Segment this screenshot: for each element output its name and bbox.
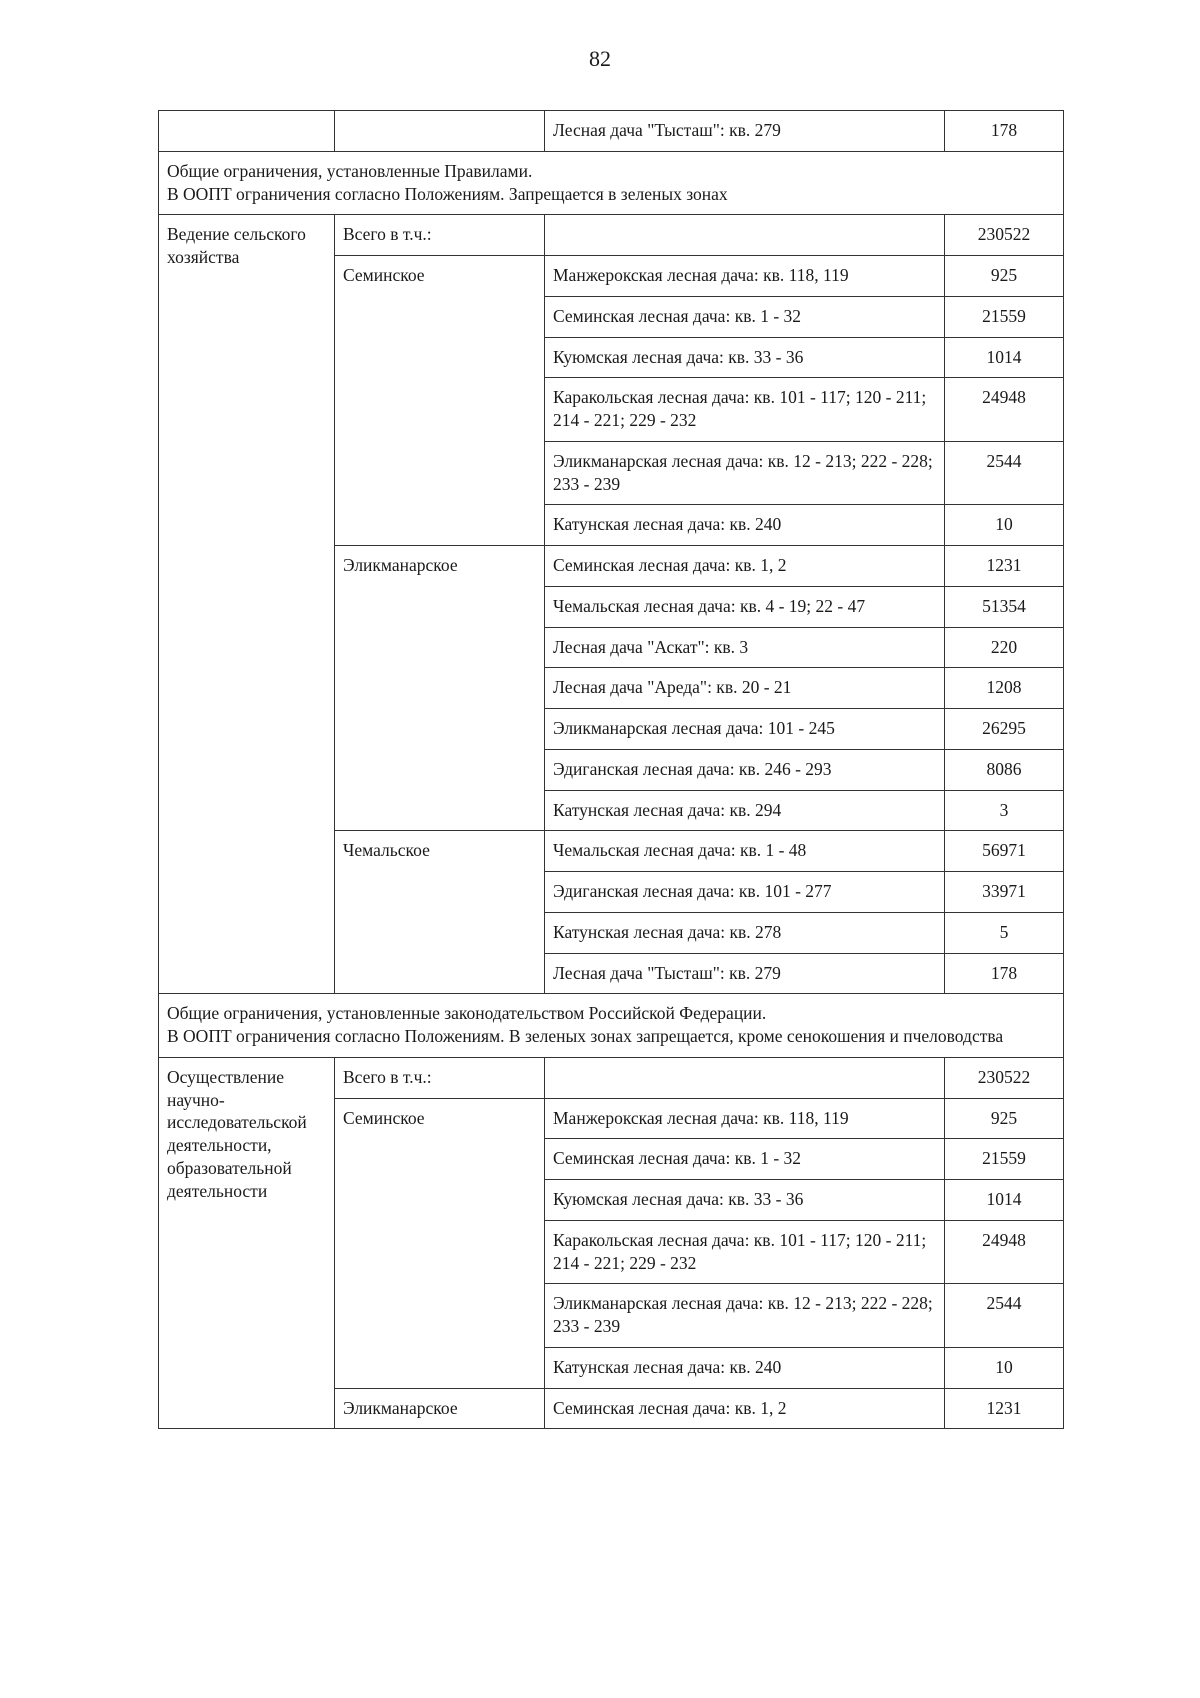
area-value-cell: 5 <box>945 912 1064 953</box>
area-value-cell: 2544 <box>945 1284 1064 1348</box>
area-value-cell: 8086 <box>945 749 1064 790</box>
district-cell: Эликманарское <box>335 546 545 831</box>
area-value-cell: 21559 <box>945 296 1064 337</box>
empty-cell <box>545 1057 945 1098</box>
forest-area-cell: Катунская лесная дача: кв. 240 <box>545 505 945 546</box>
area-value-cell: 33971 <box>945 872 1064 913</box>
forest-area-cell: Чемальская лесная дача: кв. 1 - 48 <box>545 831 945 872</box>
area-value-cell: 3 <box>945 790 1064 831</box>
table-row <box>159 111 1064 152</box>
area-value-cell: 220 <box>945 627 1064 668</box>
area-value-cell: 26295 <box>945 709 1064 750</box>
area-value-cell: 1231 <box>945 1388 1064 1429</box>
table-row <box>159 1057 1064 1098</box>
forest-area-cell: Катунская лесная дача: кв. 278 <box>545 912 945 953</box>
forest-area-cell: Лесная дача "Аскат": кв. 3 <box>545 627 945 668</box>
section-note <box>159 994 1064 1058</box>
section-note-line: В ООПТ ограничения согласно Положениям. В зеленых зонах запрещается, кроме сенокошения и пчеловодства <box>167 1026 1004 1046</box>
forest-area-cell: Куюмская лесная дача: кв. 33 - 36 <box>545 337 945 378</box>
empty-cell <box>159 111 335 152</box>
forest-area-cell: Семинская лесная дача: кв. 1, 2 <box>545 1388 945 1429</box>
section-note-line: Общие ограничения, установленные Правилами. <box>167 160 533 181</box>
area-value-cell: 2544 <box>945 441 1064 505</box>
total-label-cell: Всего в т.ч.: <box>335 1057 545 1098</box>
total-value-cell: 230522 <box>945 215 1064 256</box>
forest-area-cell: Семинская лесная дача: кв. 1, 2 <box>545 546 945 587</box>
district-cell: Эликманарское <box>335 1388 545 1429</box>
area-value-cell: 24948 <box>945 1220 1064 1284</box>
area-value-cell: 24948 <box>945 378 1064 442</box>
district-cell: Семинское <box>335 1098 545 1388</box>
area-value-cell: 1014 <box>945 337 1064 378</box>
empty-cell <box>545 215 945 256</box>
forest-area-cell: Лесная дача "Ареда": кв. 20 - 21 <box>545 668 945 709</box>
forest-area-cell: Семинская лесная дача: кв. 1 - 32 <box>545 1139 945 1180</box>
area-value-cell: 925 <box>945 1098 1064 1139</box>
forest-area-cell: Катунская лесная дача: кв. 294 <box>545 790 945 831</box>
area-value-cell: 178 <box>945 953 1064 994</box>
empty-cell <box>335 111 545 152</box>
area-value-cell: 1231 <box>945 546 1064 587</box>
restrictions-table-body <box>159 111 1064 1429</box>
forest-area-cell: Чемальская лесная дача: кв. 4 - 19; 22 - 47 <box>545 586 945 627</box>
area-value-cell: 178 <box>945 111 1064 152</box>
section-note-line: Общие ограничения, установленные законодательством Российской Федерации. <box>167 1003 767 1024</box>
total-value-cell: 230522 <box>945 1057 1064 1098</box>
forest-area-cell: Куюмская лесная дача: кв. 33 - 36 <box>545 1180 945 1221</box>
forest-area-cell: Манжерокская лесная дача: кв. 118, 119 <box>545 256 945 297</box>
forest-area-cell: Эликманарская лесная дача: кв. 12 - 213; 222 - 228; 233 - 239 <box>545 1284 945 1348</box>
forest-area-cell: Лесная дача "Тысташ": кв. 279 <box>545 953 945 994</box>
page-number: 82 <box>589 46 611 71</box>
area-value-cell: 56971 <box>945 831 1064 872</box>
forest-area-cell: Манжерокская лесная дача: кв. 118, 119 <box>545 1098 945 1139</box>
section-note <box>159 151 1064 215</box>
district-cell: Семинское <box>335 256 545 546</box>
restrictions-table <box>158 110 1064 1429</box>
area-value-cell: 1014 <box>945 1180 1064 1221</box>
activity-cell: Ведение сельского хозяйства <box>159 215 335 994</box>
district-cell: Чемальское <box>335 831 545 994</box>
area-value-cell: 10 <box>945 505 1064 546</box>
area-value-cell: 925 <box>945 256 1064 297</box>
forest-area-cell: Семинская лесная дача: кв. 1 - 32 <box>545 296 945 337</box>
forest-area-cell: Эликманарская лесная дача: 101 - 245 <box>545 709 945 750</box>
area-value-cell: 51354 <box>945 586 1064 627</box>
forest-area-cell: Катунская лесная дача: кв. 240 <box>545 1347 945 1388</box>
total-label-cell: Всего в т.ч.: <box>335 215 545 256</box>
section-note-row <box>159 151 1064 215</box>
area-value-cell: 10 <box>945 1347 1064 1388</box>
forest-area-cell: Каракольская лесная дача: кв. 101 - 117; 120 - 211; 214 - 221; 229 - 232 <box>545 1220 945 1284</box>
section-note-line: В ООПТ ограничения согласно Положениям. Запрещается в зеленых зонах <box>167 183 728 204</box>
section-note-row <box>159 994 1064 1058</box>
forest-area-cell: Эдиганская лесная дача: кв. 101 - 277 <box>545 872 945 913</box>
area-value-cell: 21559 <box>945 1139 1064 1180</box>
forest-area-cell: Эдиганская лесная дача: кв. 246 - 293 <box>545 749 945 790</box>
activity-cell: Осуществление научно-исследовательской деятельности, образовательной деятельности <box>159 1057 335 1429</box>
table-row <box>159 215 1064 256</box>
area-value-cell: 1208 <box>945 668 1064 709</box>
forest-area-cell: Эликманарская лесная дача: кв. 12 - 213; 222 - 228; 233 - 239 <box>545 441 945 505</box>
forest-area-cell: Каракольская лесная дача: кв. 101 - 117; 120 - 211; 214 - 221; 229 - 232 <box>545 378 945 442</box>
forest-area-cell: Лесная дача "Тысташ": кв. 279 <box>545 111 945 152</box>
